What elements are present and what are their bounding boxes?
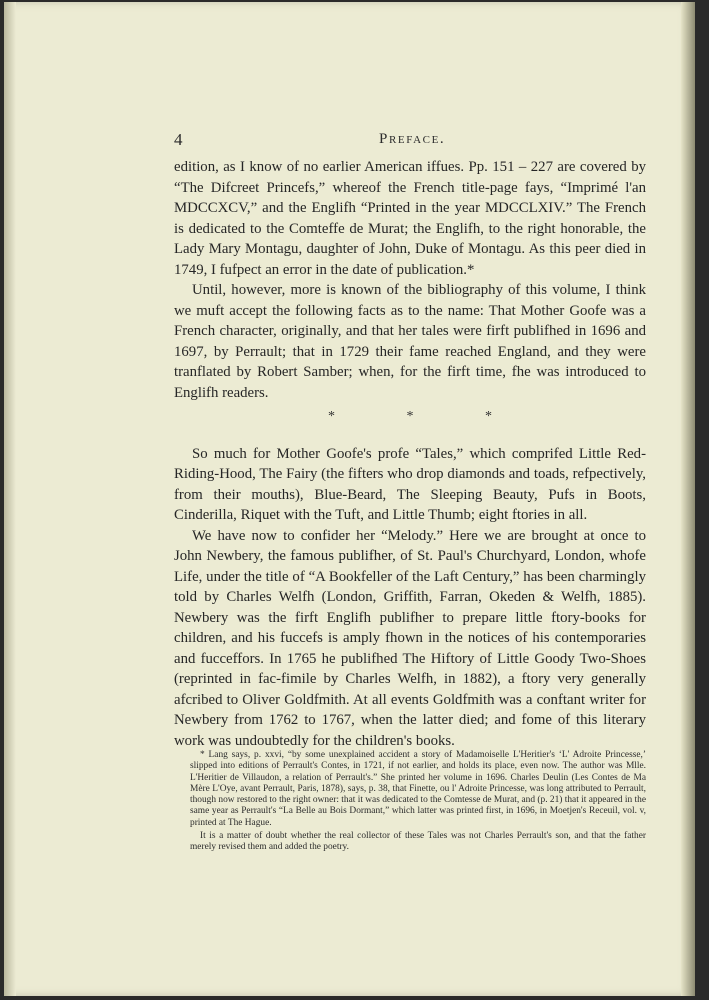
page-header xyxy=(174,130,644,154)
section-break: * * * xyxy=(328,409,526,424)
book-page xyxy=(4,2,695,996)
footnote: It is a matter of doubt whether the real collector of these Tales was not Charles Perrault's son, and that the father merely revised them and added the poetry. xyxy=(190,831,646,853)
running-head: Preface. xyxy=(379,131,446,147)
body-text xyxy=(174,157,646,751)
paragraph: Until, however, more is known of the bibliography of this volume, I think we muft accept the following facts as to the name: That Mother Goofe was a French character, originally, and that her tales were firft publifhed in 1696 and 1697, by Perrault; that in 1729 their fame reached England, and they were tranflated by Robert Samber; when, for the firft time, fhe was introduced to Englifh readers. xyxy=(174,282,646,401)
paragraph: We have now to confider her “Melody.” Here we are brought at once to John Newbery, the famous publifher, of St. Paul's Churchyard, London, whofe Life, under the title of “A Bookfeller of the Laft Century,” has been charmingly told by Charles Welfh (London, Griffith, Farran, Okeden & Welfh, 1885). Newbery was the firft Englifh publifher to prepare little ftory-books for children, and his fuccefs is amply fhown in the notices of his contemporaries and fucceffors. In 1765 he publifhed The Hiftory of Little Goody Two-Shoes (reprinted in fac-fimile by Charles Welfh, in 1882), a ftory very generally afcribed to Oliver Goldfmith. At all events Goldfmith was a conftant writer for Newbery from 1762 to 1767, when the latter died; and fome of this literary work was undoubtedly for the children's books. xyxy=(174,527,646,749)
footnote: * Lang says, p. xxvi, “by some unexplained accident a story of Madamoiselle L'Heritier's ‘L' Adroite Princesse,’ slipped into editions of Perrault's Contes, in 1721, if not earlier, and holds its place, even now. The author was Mlle. L'Heritier de Villaudon, a relation of Perrault's.” She printed her volume in 1696. Charles Deulin (Les Contes de Ma Mère L'Oye, avant Perrault, Paris, 1878), says, p. 38, that Finette, ou l' Adroite Princesse, was long attributed to Perrault, though now restored to the right owner: that it was dedicated to the Comtesse de Murat, and (p. 21) that it appeared in the same year as Perrault's “La Belle au Bois Dormant,” which latter was printed first, in 1696, in Moetjen's Receuil, vol. v, printed at The Hague. xyxy=(190,750,646,828)
footnotes xyxy=(190,750,646,856)
page-gutter-shadow xyxy=(4,2,16,996)
paragraph: edition, as I know of no earlier American iffues. Pp. 151 – 227 are covered by “The Difcreet Princefs,” whereof the French title-page fays, “Imprimé l'an MDCCXCV,” and the Englifh “Printed in the year MDCCLXIV.” The French is dedicated to the Comteffe de Murat; the Englifh, to the right honorable, the Lady Mary Montagu, daughter of John, Duke of Montagu. As this peer died in 1749, I fufpect an error in the date of publication.* xyxy=(174,159,646,278)
page-number: 4 xyxy=(174,130,183,149)
page-edge-shadow xyxy=(681,2,695,996)
paragraph: So much for Mother Goofe's profe “Tales,” which comprifed Little Red-Riding-Hood, The Fairy (the fifters who drop diamonds and toads, refpectively, from their mouths), Blue-Beard, The Sleeping Beauty, Pufs in Boots, Cinderilla, Riquet with the Tuft, and Little Thumb; eight ftories in all. xyxy=(174,445,646,523)
